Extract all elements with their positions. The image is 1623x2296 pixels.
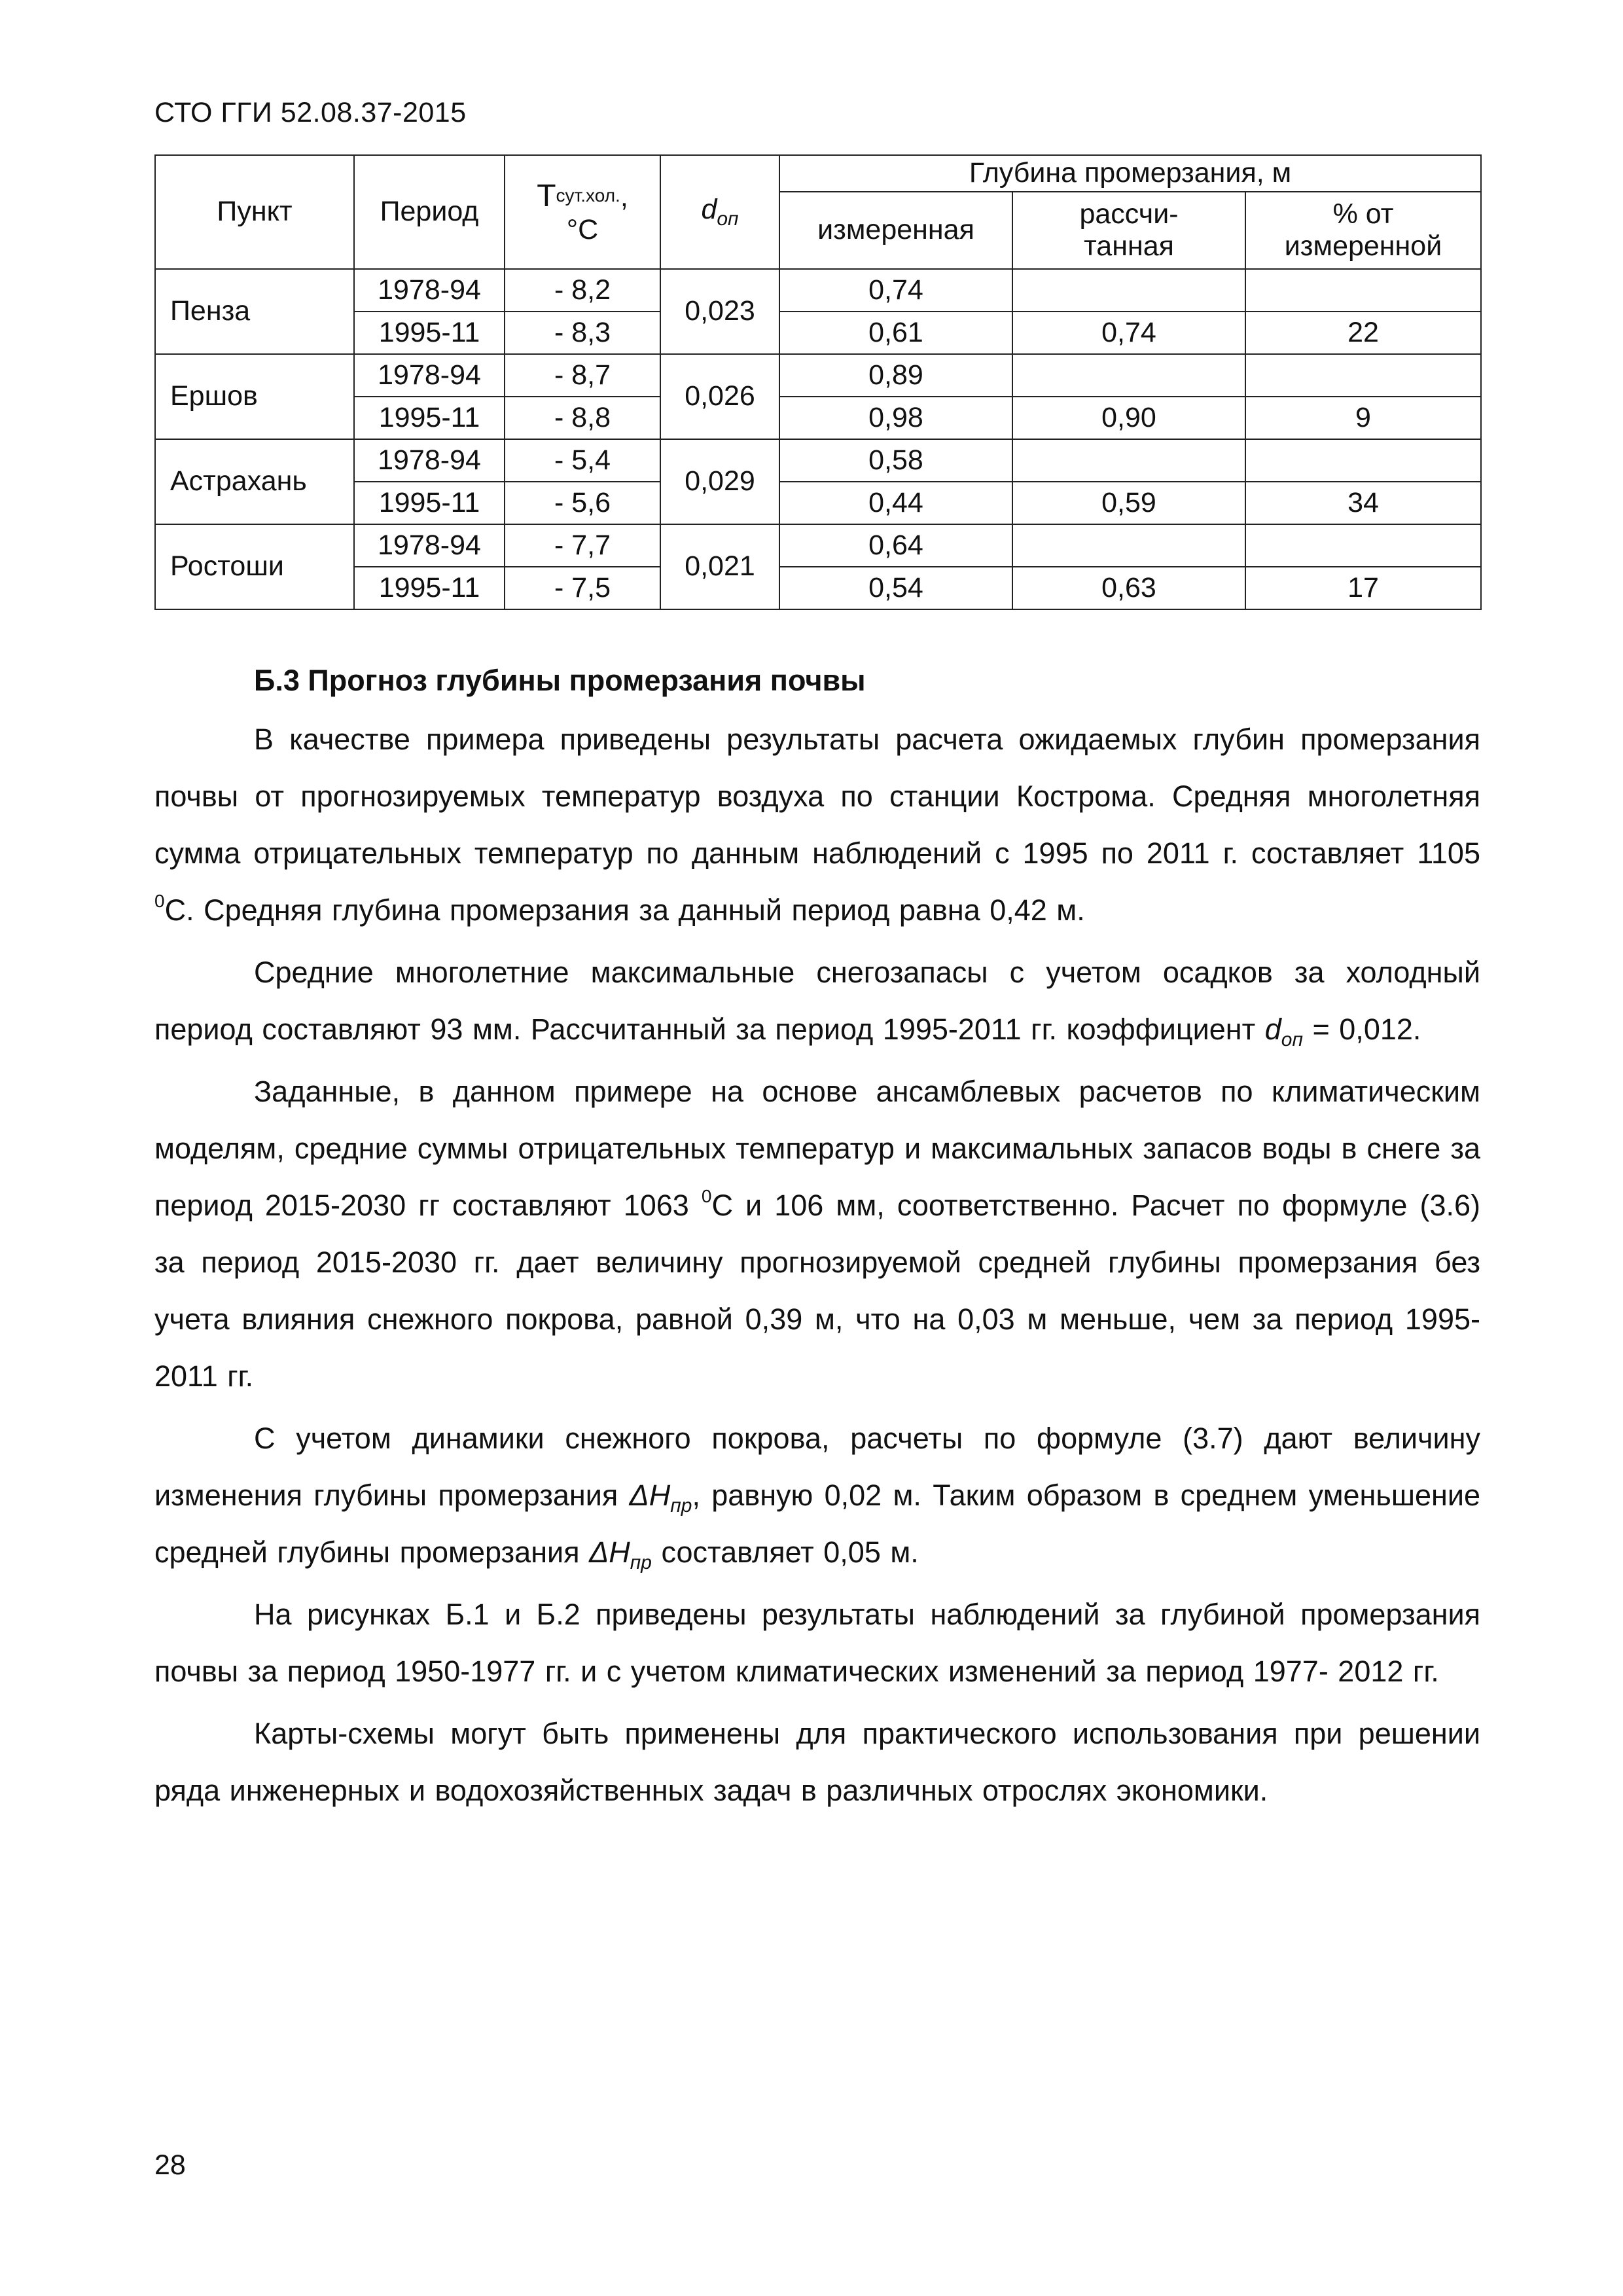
delta-h-symbol: ΔН — [629, 1479, 671, 1512]
station-name: Астрахань — [155, 439, 354, 524]
d-cell: 0,023 — [660, 269, 779, 354]
header-temperature — [505, 155, 660, 269]
header-measured: измеренная — [779, 192, 1012, 269]
paragraph-6: Карты-схемы могут быть применены для практического использования при решении ряда инженерных и водохозяйственных задач в различных отрослях экономики. — [154, 1717, 1480, 1807]
d-cell: 0,026 — [660, 354, 779, 439]
page-number: 28 — [154, 2149, 186, 2181]
measured-cell: 0,74 — [779, 269, 1012, 312]
station-name: Ростоши — [155, 524, 354, 609]
calculated-cell: 0,90 — [1012, 397, 1245, 439]
measured-cell: 0,64 — [779, 524, 1012, 567]
calculated-cell: 0,63 — [1012, 567, 1245, 609]
paragraph-4-text-b: , равную 0,02 м. Таким образом в среднем уменьшение средней глубины промерзания — [154, 1479, 1480, 1569]
calculated-cell: 0,59 — [1012, 482, 1245, 524]
header-percent — [1245, 192, 1481, 269]
period-cell: 1995-11 — [354, 482, 505, 524]
period-cell: 1978-94 — [354, 269, 505, 312]
header-percent-line1: % от — [1332, 198, 1394, 230]
paragraph-3 — [154, 1063, 1480, 1405]
temp-unit: °С — [566, 213, 599, 245]
body-text — [154, 711, 1480, 1819]
section-heading: Б.3 Прогноз глубины промерзания почвы — [254, 664, 866, 697]
period-cell: 1995-11 — [354, 567, 505, 609]
frost-depth-table — [154, 154, 1482, 610]
temp-separator: , — [620, 181, 628, 213]
table-row — [155, 439, 1481, 482]
temperature-cell: - 8,7 — [505, 354, 660, 397]
delta-h-symbol: ΔН — [589, 1535, 630, 1569]
percent-cell — [1245, 269, 1481, 312]
paragraph-4-text-c: составляет 0,05 м. — [651, 1535, 919, 1569]
temperature-cell: - 5,6 — [505, 482, 660, 524]
measured-cell: 0,58 — [779, 439, 1012, 482]
header-calculated-line1: рассчи- — [1079, 198, 1179, 230]
station-name: Ершов — [155, 354, 354, 439]
paragraph-4 — [154, 1410, 1480, 1581]
period-cell: 1995-11 — [354, 312, 505, 354]
temperature-cell: - 8,8 — [505, 397, 660, 439]
table-row — [155, 269, 1481, 312]
degree-superscript: 0 — [154, 891, 165, 911]
calculated-cell — [1012, 524, 1245, 567]
table-row — [155, 397, 1481, 439]
table-row — [155, 567, 1481, 609]
period-cell: 1978-94 — [354, 354, 505, 397]
d-cell: 0,021 — [660, 524, 779, 609]
paragraph-1-text-a: В качестве примера приведены результаты расчета ожидаемых глубин промерзания почвы от прогнозируемых температур воздуха по станции Кострома. Средняя многолетняя сумма отрицательных температур по данным наблюдений с 1995 по 2011 г. составляет 1105 — [154, 723, 1480, 870]
period-cell: 1978-94 — [354, 439, 505, 482]
paragraph-4-text-a: С учетом динамики снежного покрова, расчеты по формуле (3.7) дают величину изменения глубины промерзания — [154, 1422, 1480, 1512]
table-row — [155, 524, 1481, 567]
paragraph-1 — [154, 711, 1480, 939]
d-subscript: оп — [717, 207, 739, 230]
paragraph-3-text-a: Заданные, в данном примере на основе ансамблевых расчетов по климатическим моделям, средние суммы отрицательных температур и максимальных запасов воды в снеге за период 2015-2030 гг составляют 1063 — [154, 1075, 1480, 1222]
temp-subscript: сут.хол. — [556, 185, 620, 206]
paragraph-2-text-a: Средние многолетние максимальные снегозапасы с учетом осадков за холодный период составляют 93 мм. Рассчитанный за период 1995-2011 гг. коэффициент — [154, 956, 1480, 1046]
measured-cell: 0,89 — [779, 354, 1012, 397]
table-row — [155, 482, 1481, 524]
percent-cell: 34 — [1245, 482, 1481, 524]
degree-superscript: 0 — [701, 1186, 712, 1206]
temperature-cell: - 7,5 — [505, 567, 660, 609]
header-calculated — [1012, 192, 1245, 269]
percent-cell: 22 — [1245, 312, 1481, 354]
delta-h-subscript: пр — [630, 1552, 652, 1573]
calculated-cell — [1012, 354, 1245, 397]
d-subscript-inline: оп — [1281, 1029, 1303, 1050]
percent-cell: 9 — [1245, 397, 1481, 439]
table-row — [155, 354, 1481, 397]
measured-cell: 0,54 — [779, 567, 1012, 609]
header-period: Период — [354, 155, 505, 269]
period-cell: 1995-11 — [354, 397, 505, 439]
temp-symbol: Т — [537, 178, 556, 213]
calculated-cell: 0,74 — [1012, 312, 1245, 354]
station-name: Пенза — [155, 269, 354, 354]
paragraph-1-text-b: С. Средняя глубина промерзания за данный период равна 0,42 м. — [164, 893, 1085, 927]
table-row — [155, 312, 1481, 354]
header-calculated-line2: танная — [1084, 230, 1174, 262]
paragraph-3-text-b: С и 106 мм, соответственно. Расчет по формуле (3.6) за период 2015-2030 гг. дает величину прогнозируемой средней глубины промерзания без учета влияния снежного покрова, равной 0,39 м, что на 0,03 м меньше, чем за период 1995-2011 гг. — [154, 1189, 1480, 1393]
temperature-cell: - 8,3 — [505, 312, 660, 354]
period-cell: 1978-94 — [354, 524, 505, 567]
percent-cell — [1245, 524, 1481, 567]
temperature-cell: - 7,7 — [505, 524, 660, 567]
paragraph-2-text-b: = 0,012. — [1303, 1013, 1421, 1046]
header-percent-line2: измеренной — [1284, 230, 1442, 262]
temperature-cell: - 8,2 — [505, 269, 660, 312]
paragraph-2 — [154, 944, 1480, 1058]
measured-cell: 0,98 — [779, 397, 1012, 439]
d-symbol: d — [701, 193, 717, 225]
calculated-cell — [1012, 269, 1245, 312]
d-symbol-inline: d — [1264, 1013, 1281, 1046]
temperature-cell: - 5,4 — [505, 439, 660, 482]
paragraph-5: На рисунках Б.1 и Б.2 приведены результаты наблюдений за глубиной промерзания почвы за период 1950-1977 гг. и с учетом климатических изменений за период 1977- 2012 гг. — [154, 1598, 1480, 1688]
measured-cell: 0,61 — [779, 312, 1012, 354]
d-cell: 0,029 — [660, 439, 779, 524]
header-depth-group: Глубина промерзания, м — [779, 155, 1481, 192]
header-punkt: Пункт — [155, 155, 354, 269]
calculated-cell — [1012, 439, 1245, 482]
document-code: СТО ГГИ 52.08.37-2015 — [154, 97, 467, 128]
percent-cell — [1245, 354, 1481, 397]
percent-cell: 17 — [1245, 567, 1481, 609]
measured-cell: 0,44 — [779, 482, 1012, 524]
delta-h-subscript: пр — [670, 1495, 692, 1516]
percent-cell — [1245, 439, 1481, 482]
header-d-coefficient — [660, 155, 779, 269]
